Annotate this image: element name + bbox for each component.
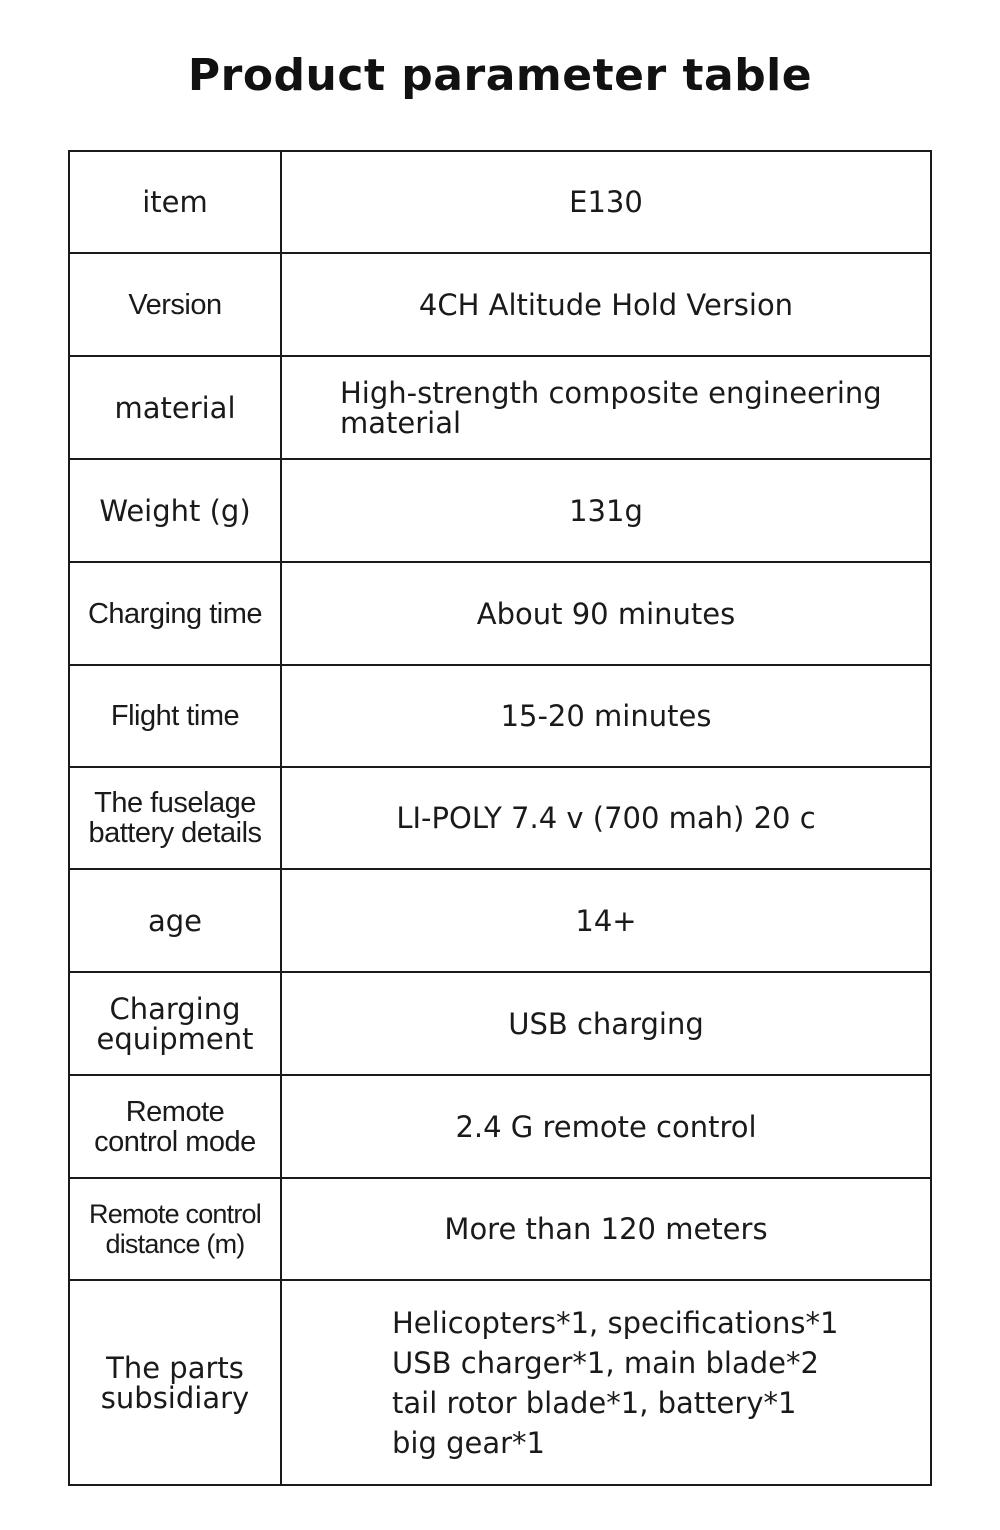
row-value [281, 459, 931, 562]
label-text: subsidiary [100, 1380, 250, 1415]
row-value [281, 562, 931, 665]
label-text: equipment [96, 1021, 254, 1056]
value-text: About 90 minutes [476, 596, 736, 631]
row-value [281, 972, 931, 1075]
label-text: The parts [106, 1350, 244, 1385]
label-text: age [147, 903, 203, 938]
row-value [281, 665, 931, 767]
value-text: 15-20 minutes [500, 699, 712, 733]
label-text: Charging [109, 991, 241, 1026]
table-row [69, 151, 931, 253]
table-row [69, 253, 931, 356]
row-value [281, 1280, 931, 1485]
row-value [281, 767, 931, 869]
row-label [69, 767, 281, 869]
table-row [69, 767, 931, 869]
value-text: 14+ [575, 903, 637, 938]
row-value [281, 356, 931, 459]
row-label [69, 972, 281, 1075]
parameter-table [68, 150, 932, 1486]
label-text: item [142, 185, 208, 219]
label-text: Remote control [89, 1199, 261, 1229]
table-row [69, 1178, 931, 1280]
table-row [69, 356, 931, 459]
row-value [281, 1178, 931, 1280]
label-text: battery details [88, 817, 262, 849]
row-value [281, 151, 931, 253]
value-text: tail rotor blade*1, battery*1 [392, 1385, 797, 1420]
row-label [69, 562, 281, 665]
value-text: 2.4 G remote control [455, 1109, 757, 1144]
row-label [69, 869, 281, 972]
table-row [69, 869, 931, 972]
row-label [69, 1178, 281, 1280]
table-row [69, 1075, 931, 1178]
value-text: High-strength composite engineering [340, 375, 882, 410]
value-text: USB charger*1, main blade*2 [392, 1345, 819, 1380]
label-text: Charging time [87, 597, 263, 630]
label-text: Remote [125, 1095, 225, 1128]
table-row [69, 562, 931, 665]
value-text: E130 [569, 185, 643, 219]
row-label [69, 459, 281, 562]
table-row [69, 1280, 931, 1485]
table-row [69, 972, 931, 1075]
label-text: Version [128, 288, 222, 321]
row-label [69, 356, 281, 459]
value-text: big gear*1 [392, 1425, 545, 1460]
page-title: Product parameter table [187, 50, 813, 101]
row-label [69, 151, 281, 253]
label-text: Weight (g) [99, 493, 251, 528]
value-text: 131g [569, 493, 643, 528]
value-text: More than 120 meters [444, 1212, 768, 1246]
label-text: material [114, 390, 236, 425]
value-text: Helicopters*1, specifications*1 [392, 1305, 839, 1340]
row-label [69, 665, 281, 767]
row-label [69, 1280, 281, 1485]
label-text: distance (m) [105, 1229, 245, 1259]
row-label [69, 253, 281, 356]
value-text: 4CH Altitude Hold Version [418, 287, 794, 322]
label-text: Flight time [110, 700, 240, 732]
value-text: material [340, 405, 462, 440]
row-value [281, 1075, 931, 1178]
value-text: LI-POLY 7.4 v (700 mah) 20 c [396, 801, 816, 835]
row-label [69, 1075, 281, 1178]
label-text: The fuselage [94, 787, 256, 819]
value-text: USB charging [508, 1006, 704, 1041]
table-row [69, 665, 931, 767]
row-value [281, 253, 931, 356]
label-text: control mode [94, 1125, 256, 1158]
row-value [281, 869, 931, 972]
table-row [69, 459, 931, 562]
